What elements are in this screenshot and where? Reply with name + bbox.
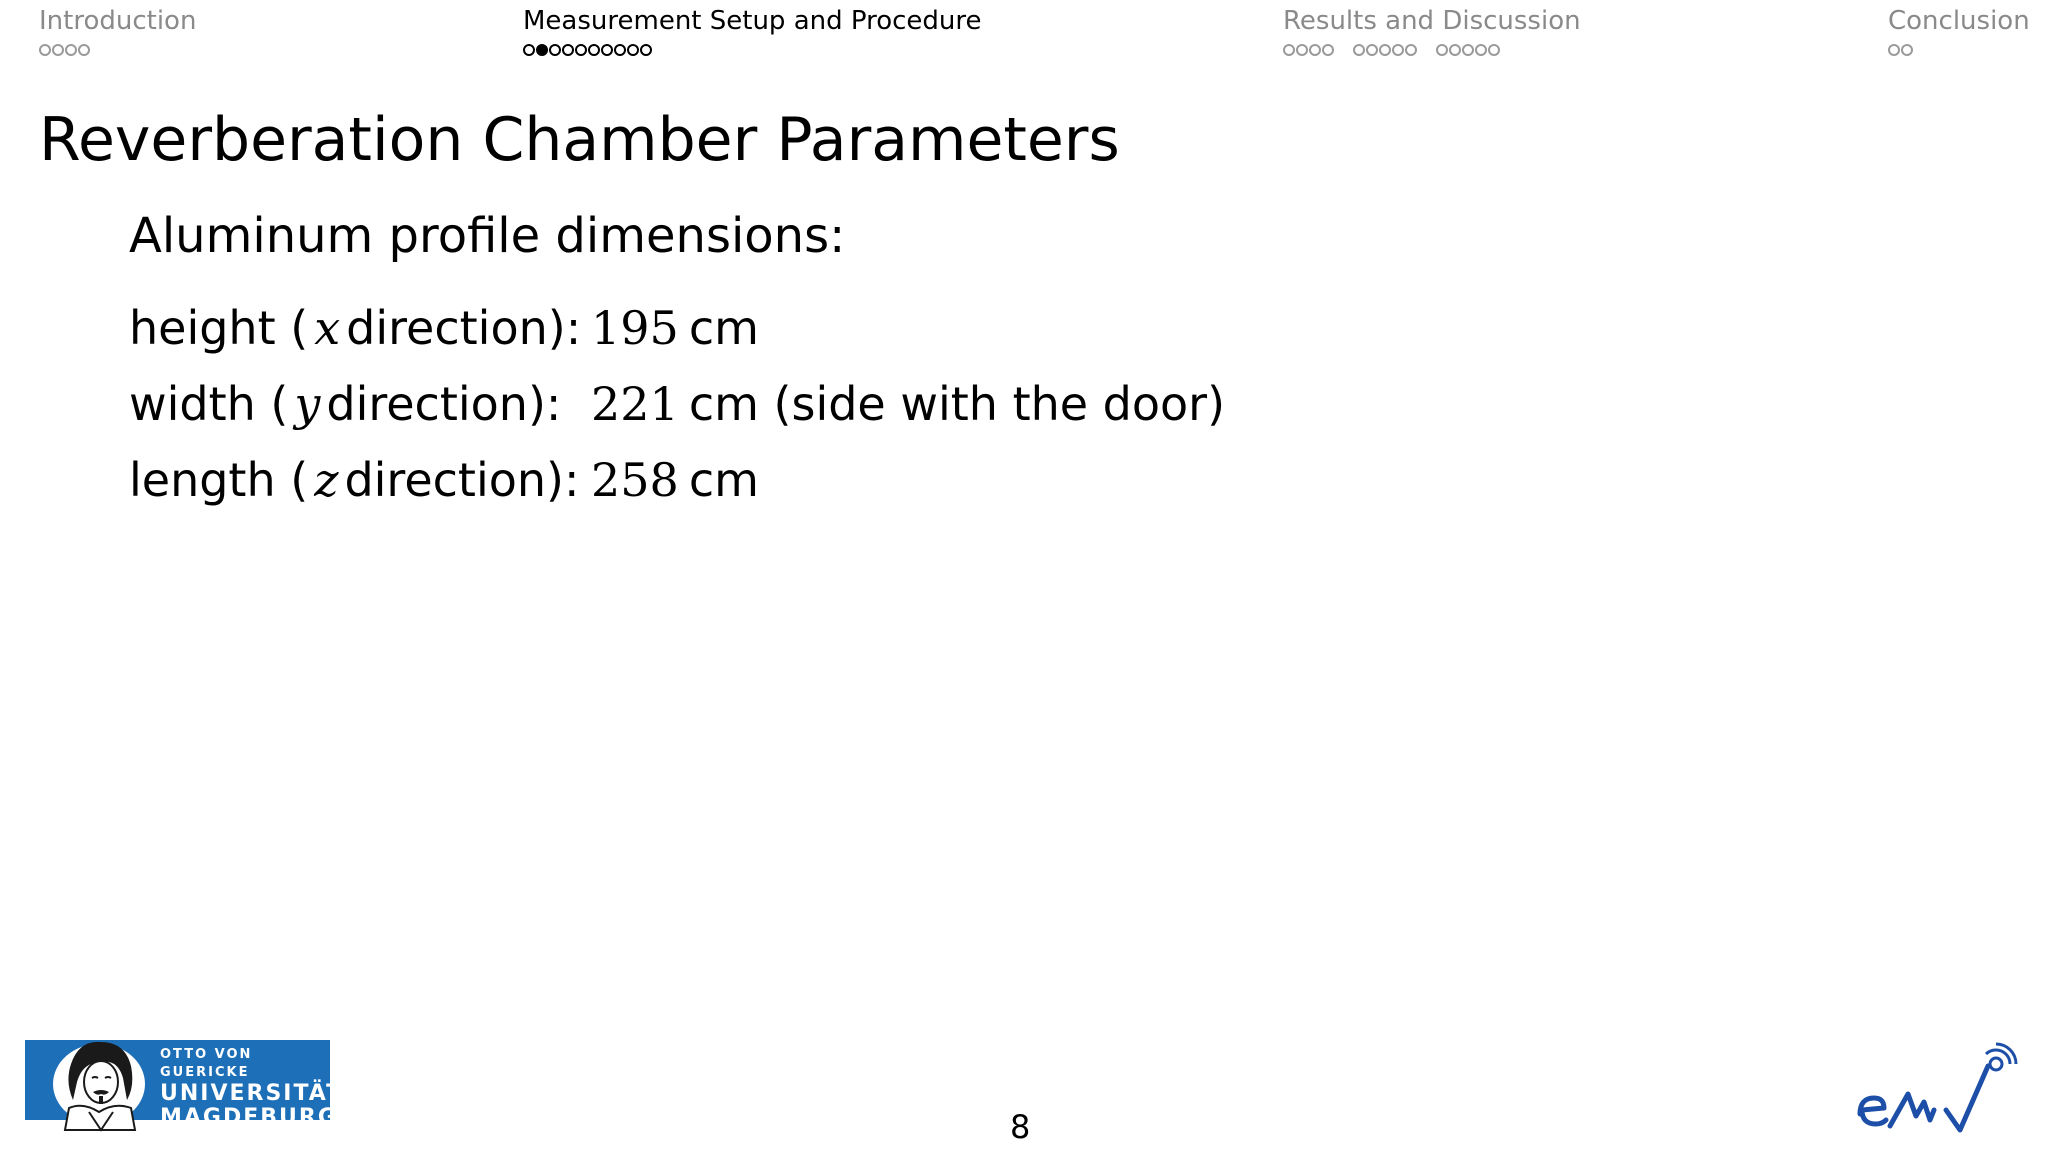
nav-dot[interactable] [627,44,639,56]
dimension-label [129,301,591,355]
nav-dot[interactable] [1462,44,1474,56]
nav-dot[interactable] [1436,44,1448,56]
nav-dot[interactable] [1353,44,1365,56]
dimension-unit: cm [688,453,759,507]
dimension-label-text: height ( [129,301,309,355]
nav-label-measurement-setup[interactable]: Measurement Setup and Procedure [523,6,982,36]
slide-title: Reverberation Chamber Parameters [39,105,1120,175]
nav-dot[interactable] [1379,44,1391,56]
university-line-3: MAGDEBURG [160,1105,338,1130]
nav-dot[interactable] [1322,44,1334,56]
nav-dot-group [1436,44,1501,56]
nav-dot[interactable] [601,44,613,56]
dimension-variable: z [314,453,339,507]
nav-dot[interactable] [640,44,652,56]
nav-dots-results [1283,42,1581,58]
dimension-unit: cm [688,301,759,355]
dimension-label [129,453,591,507]
nav-dot-group [1888,44,1914,56]
nav-section-measurement-setup[interactable] [523,8,982,58]
nav-dot[interactable] [549,44,561,56]
dimension-list [129,290,1225,518]
nav-dots-introduction [39,42,196,58]
nav-dot[interactable] [536,44,548,56]
nav-dot[interactable] [1901,44,1913,56]
nav-dots-conclusion [1888,42,2030,58]
university-logo [25,1040,344,1130]
nav-dot[interactable] [588,44,600,56]
dimension-number: 258 [591,453,679,507]
dimension-row-length [129,442,1225,518]
nav-section-introduction[interactable] [39,8,196,58]
nav-section-conclusion[interactable] [1888,8,2030,58]
nav-label-results[interactable]: Results and Discussion [1283,6,1581,36]
nav-dot-group [1353,44,1418,56]
nav-dot[interactable] [1392,44,1404,56]
dimension-number: 221 [591,377,679,431]
nav-dot[interactable] [575,44,587,56]
dimension-row-width [129,366,1225,442]
nav-dot[interactable] [1405,44,1417,56]
dimension-label-text: length ( [129,453,309,507]
nav-dot[interactable] [1888,44,1900,56]
dimension-note: (side with the door) [758,377,1226,431]
nav-dot[interactable] [65,44,77,56]
dimension-label-text: direction): [326,377,562,431]
university-line-2: UNIVERSITÄT [160,1081,344,1106]
nav-dot[interactable] [1449,44,1461,56]
nav-dot[interactable] [523,44,535,56]
page-number: 8 [1010,1108,1031,1146]
portrait-icon [39,1034,161,1132]
nav-dot-group [523,44,653,56]
nav-dot[interactable] [562,44,574,56]
dimension-label-text: direction): [346,301,582,355]
university-line-1: OTTO VON GUERICKE [160,1047,253,1080]
university-name [160,1046,343,1130]
nav-dot[interactable] [39,44,51,56]
nav-dot[interactable] [1283,44,1295,56]
subheading: Aluminum profile dimensions: [129,208,846,264]
dimension-unit: cm [688,377,759,431]
dimension-label-text: width ( [129,377,289,431]
dimension-value [591,301,759,355]
nav-dots-measurement-setup [523,42,982,58]
dimension-value [591,377,1225,431]
nav-label-conclusion[interactable]: Conclusion [1888,6,2030,36]
dimension-label [129,377,591,431]
nav-dot[interactable] [78,44,90,56]
nav-dot[interactable] [1309,44,1321,56]
dimension-value [591,453,759,507]
nav-dot[interactable] [52,44,64,56]
emv-logo [1850,1040,2030,1140]
dimension-label-text: direction): [344,453,580,507]
nav-dot[interactable] [1296,44,1308,56]
dimension-variable: x [314,301,341,355]
nav-label-introduction[interactable]: Introduction [39,6,197,36]
dimension-number: 195 [591,301,679,355]
nav-dot[interactable] [614,44,626,56]
nav-dot[interactable] [1475,44,1487,56]
dimension-row-height [129,290,1225,366]
nav-dot[interactable] [1366,44,1378,56]
dimension-variable: y [294,377,321,431]
nav-dot-group [1283,44,1335,56]
nav-section-results[interactable] [1283,8,1581,58]
nav-dot[interactable] [1488,44,1500,56]
nav-dot-group [39,44,91,56]
